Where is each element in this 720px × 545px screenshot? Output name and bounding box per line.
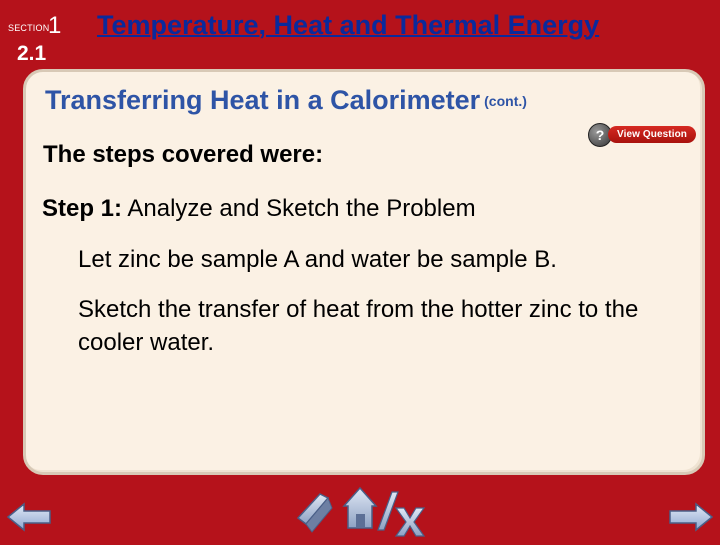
chapter-title-link[interactable]: Temperature, Heat and Thermal Energy <box>97 10 600 40</box>
steps-intro: The steps covered were: <box>43 141 324 168</box>
question-icon: ? <box>588 123 612 147</box>
page-heading-cont: (cont.) <box>484 93 527 109</box>
book-icon <box>298 494 332 532</box>
page-heading <box>45 85 527 116</box>
section-number: 1 <box>48 12 62 39</box>
step-1-label: Step 1: <box>42 195 123 222</box>
section-indicator <box>6 4 62 66</box>
section-subnumber: 2.1 <box>17 42 47 65</box>
home-nav-group[interactable] <box>292 484 428 540</box>
back-button[interactable] <box>6 502 52 532</box>
step-1-text: Analyze and Sketch the Problem <box>127 195 476 222</box>
forward-button[interactable] <box>668 502 714 532</box>
x-icon <box>396 508 424 536</box>
step-1 <box>42 195 476 223</box>
page-heading-main: Transferring Heat in a Calorimeter <box>45 85 481 115</box>
paragraph-2: Sketch the transfer of heat from the hotter zinc to the cooler water. <box>78 296 639 356</box>
left-arrow-icon <box>6 502 52 532</box>
section-word: SECTION <box>8 23 50 33</box>
view-question-button[interactable] <box>586 123 698 147</box>
paragraph-1: Let zinc be sample A and water be sample B. <box>78 246 557 273</box>
view-question-label: View Question <box>608 126 696 143</box>
home-icon <box>344 488 376 528</box>
right-arrow-icon <box>668 502 714 532</box>
